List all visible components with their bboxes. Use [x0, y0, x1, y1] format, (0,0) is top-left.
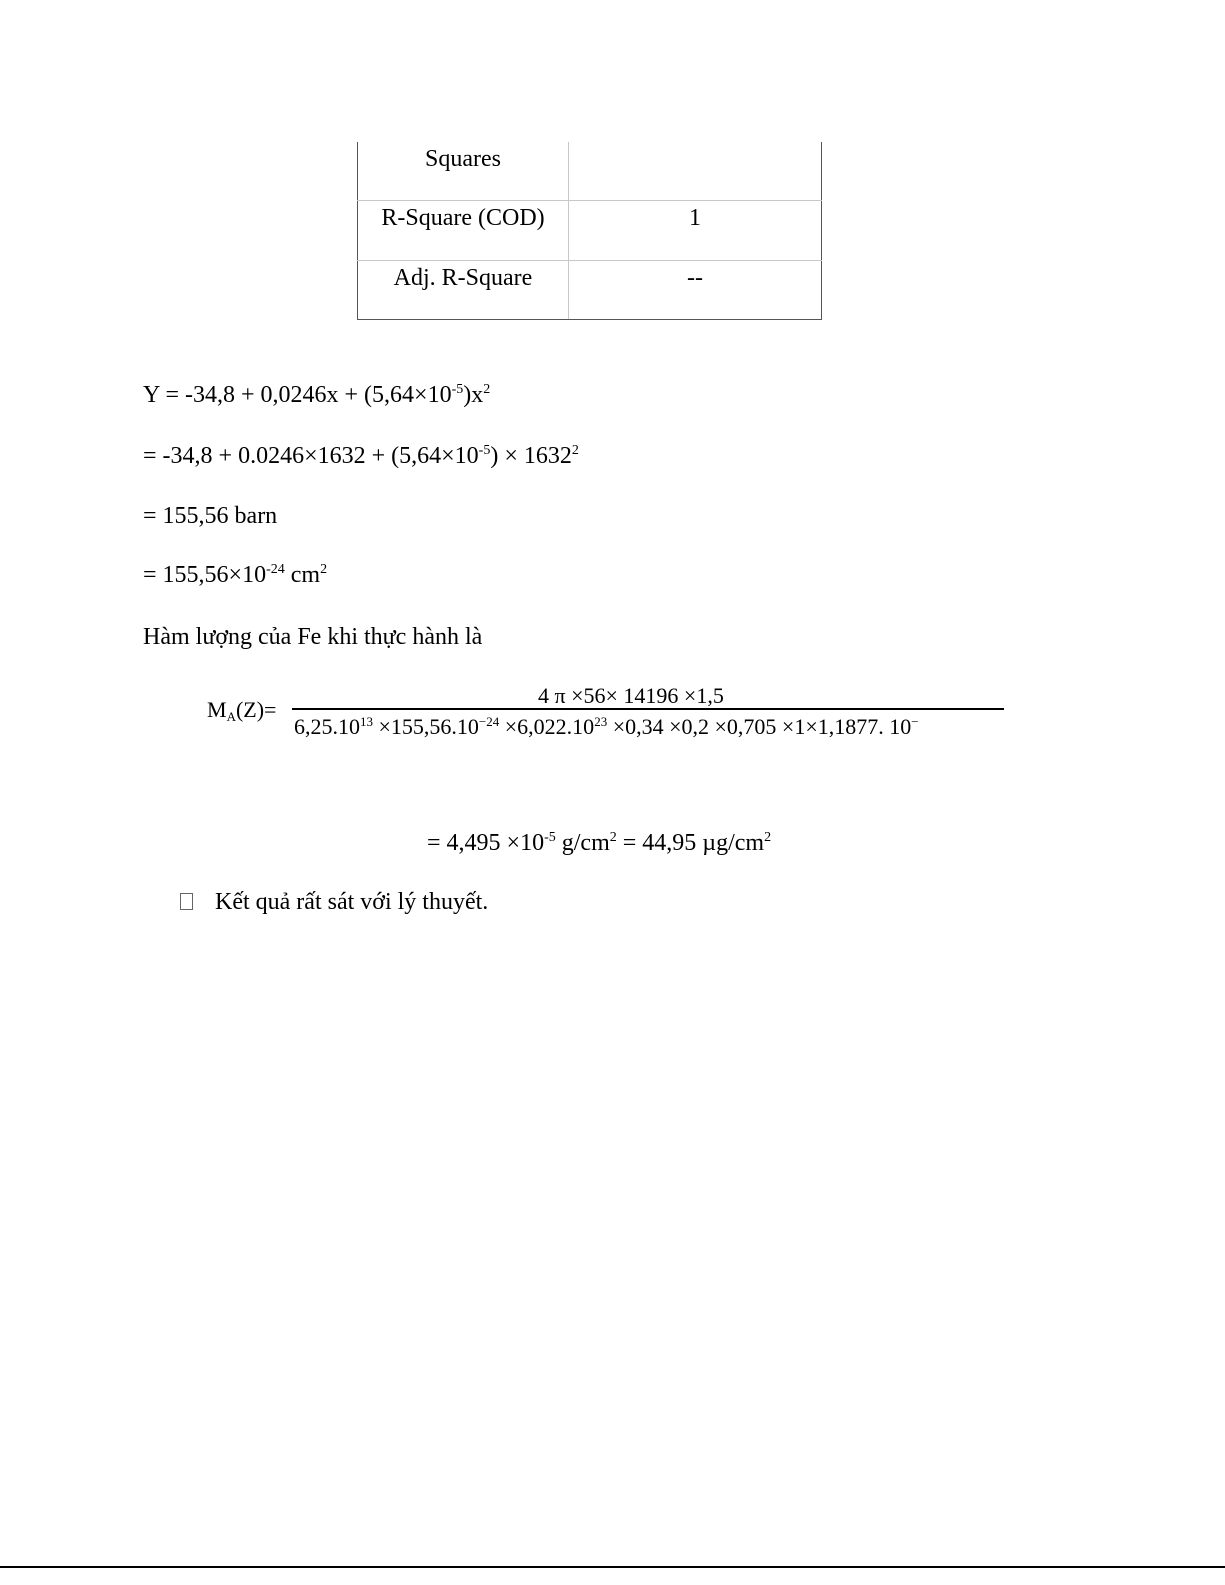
den-text: ×0,34 ×0,2 ×0,705 ×1×1,1877. 10 [607, 714, 912, 739]
fraction-bar [292, 708, 1004, 710]
table-cell: Squares [358, 142, 569, 201]
formula-denominator [294, 714, 919, 740]
table-cell [569, 142, 822, 201]
eq-text: cm [284, 562, 321, 588]
table-row [358, 260, 822, 319]
checkbox-bullet-icon [180, 893, 193, 910]
eq-sup: -5 [451, 382, 464, 397]
eq-sup: 2 [571, 443, 579, 458]
regression-stats-table [357, 142, 822, 320]
equation-line-4 [143, 560, 327, 590]
eq-sup: -24 [266, 562, 285, 577]
conclusion-text: Kết quả rất sát với lý thuyết. [215, 889, 489, 915]
den-sup: 23 [594, 714, 608, 729]
equation-line-3: = 155,56 barn [143, 503, 278, 529]
res-sup: 2 [609, 830, 617, 845]
table-cell: 1 [569, 201, 822, 260]
table-cell: -- [569, 260, 822, 319]
table-row [358, 142, 822, 201]
equation-line-2 [143, 441, 579, 471]
table-cell: Adj. R-Square [358, 260, 569, 319]
equation-line-1 [143, 380, 490, 410]
formula-lhs [207, 697, 276, 725]
intro-paragraph: Hàm lượng của Fe khi thực hành là [143, 624, 483, 650]
eq-text: ) × 1632 [490, 443, 572, 469]
page-bottom-rule [0, 1566, 1225, 1568]
lhs-rest: (Z)= [235, 697, 277, 722]
den-sup: 13 [360, 714, 373, 729]
eq-sup: 2 [320, 562, 328, 577]
eq-text: Y = -34,8 + 0,0246x + (5,64×10 [143, 382, 452, 408]
eq-text: = 155,56×10 [143, 562, 267, 588]
res-sup: 2 [764, 830, 772, 845]
res-sup: -5 [544, 830, 556, 845]
table-row [358, 201, 822, 260]
eq-text: )x [463, 382, 484, 408]
res-text: = 44,95 µg/cm [616, 830, 765, 856]
den-sup: −24 [478, 714, 500, 729]
conclusion-line [180, 887, 488, 917]
den-sup: − [911, 714, 919, 729]
lhs-sub: A [226, 709, 236, 724]
table-cell: R-Square (COD) [358, 201, 569, 260]
eq-text: = -34,8 + 0.0246×1632 + (5,64×10 [143, 443, 479, 469]
eq-sup: -5 [478, 443, 491, 458]
den-text: ×155,56.10 [373, 714, 479, 739]
result-line [427, 828, 771, 858]
den-text: 6,25.10 [294, 714, 360, 739]
formula-numerator: 4 π ×56× 14196 ×1,5 [538, 683, 724, 708]
eq-sup: 2 [483, 382, 491, 397]
den-text: ×6,022.10 [499, 714, 595, 739]
res-text: = 4,495 ×10 [427, 830, 545, 856]
res-text: g/cm [555, 830, 610, 856]
lhs-m: M [207, 697, 227, 722]
